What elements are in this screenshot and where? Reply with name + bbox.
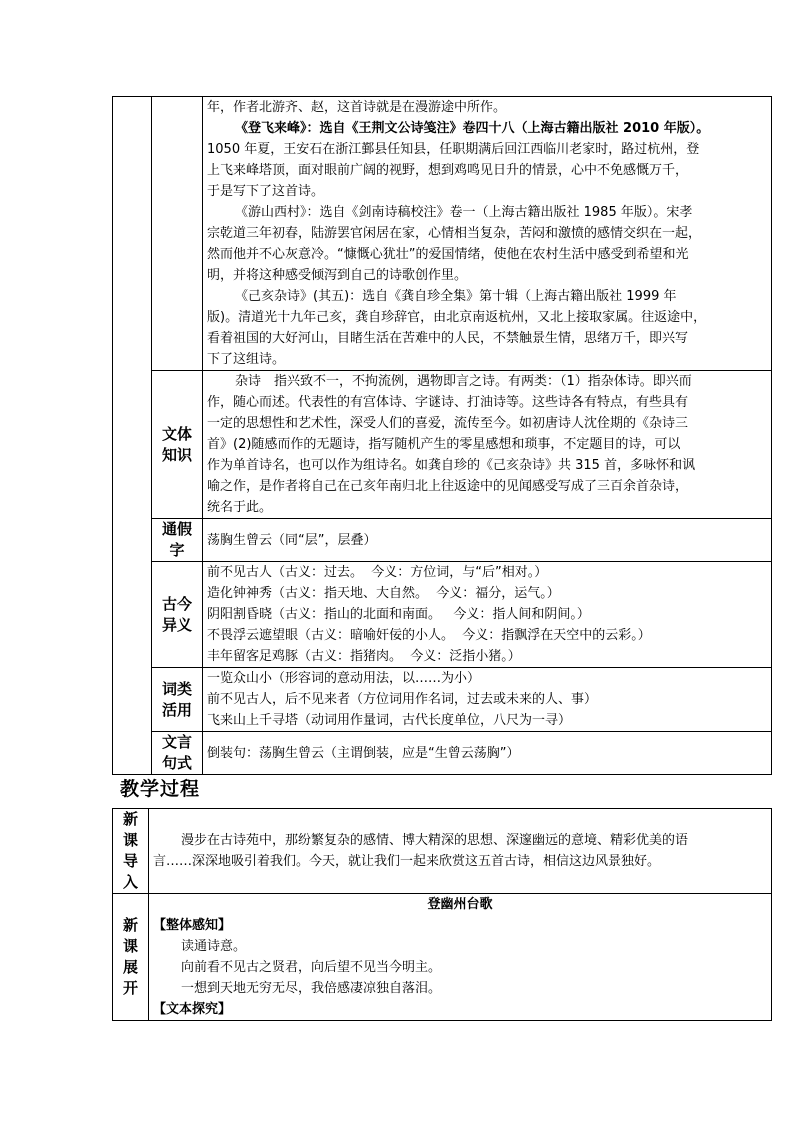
knowledge-table <box>112 96 772 775</box>
genre-line: 作为单首诗名，也可以作为组诗名。如龚自珍的《己亥杂诗》共 315 首，多咏怀和讽 <box>207 458 696 473</box>
source-line: 版)。清道光十九年己亥，龚自珍辞官，由北京南返杭州，又北上接取家属。往返途中， <box>207 310 707 325</box>
gujin-label: 古今 异义 <box>152 562 203 668</box>
blank-label-cell <box>152 97 203 371</box>
process-table <box>112 808 772 1021</box>
exploration-heading: 【文本探究】 <box>153 1002 232 1017</box>
source-line: 《己亥杂诗》(其五)：选自《龚自珍全集》第十辑（上海古籍出版社 1999 年 <box>235 289 677 304</box>
source-line: 于是写下了这首诗。 <box>207 184 325 199</box>
wenyan-label: 文言 句式 <box>152 732 203 775</box>
gujin-line: 阴阳割昏晓（古义：指山的北面和南面。 今义：指人间和阴间。） <box>207 607 590 622</box>
genre-line: 喻之作，是作者将自己在己亥年南归北上往返途中的见闻感受写成了三百余首杂诗， <box>207 479 689 494</box>
cilei-line: 前不见古人，后不见来者（方位词用作名词，过去或未来的人、事） <box>207 692 598 707</box>
gujin-line: 造化钟神秀（古义：指天地、大自然。 今义：福分，运气。） <box>207 586 560 601</box>
source-line: 下了这组诗。 <box>207 352 286 367</box>
source-line: 明，并将这种感受倾泻到自己的诗歌创作里。 <box>207 268 468 283</box>
cilei-label: 词类 活用 <box>152 668 203 732</box>
perception-heading: 【整体感知】 <box>153 918 232 933</box>
intro-cell <box>149 809 772 894</box>
source-line: 宗乾道三年初春，陆游罢官闲居在家，心情相当复杂，苦闷和激愤的感情交织在一起， <box>207 226 702 241</box>
blank-left-column <box>113 97 152 775</box>
tongjia-cell <box>203 519 772 562</box>
gujin-cell <box>203 562 772 668</box>
sources-cell <box>203 97 772 371</box>
source-line: 看着祖国的大好河山，目睹生活在苦难中的人民，不禁触景生情，思绪万千，即兴写 <box>207 331 689 346</box>
genre-line: 作，随心而述。代表性的有宫体诗、字谜诗、打油诗等。这些诗各有特点，有些具有 <box>207 395 689 410</box>
source-line: 上飞来峰塔顶，面对眼前广阔的视野，想到鸡鸣见日升的情景，心中不免感慨万千， <box>207 163 689 178</box>
section-title: 教学过程 <box>120 778 201 800</box>
expand-line: 向前看不见古之贤君，向后望不见当今明主。 <box>181 960 442 975</box>
source-line: 《游山西村》：选自《剑南诗稿校注》卷一（上海古籍出版社 1985 年版）。宋孝 <box>235 205 693 220</box>
gujin-line: 丰年留客足鸡豚（古义：指猪肉。 今义：泛指小猪。） <box>207 649 521 664</box>
intro-line: 漫步在古诗苑中，那纷繁复杂的感情、博大精深的思想、深邃幽远的意境、精彩优美的语 <box>181 833 689 848</box>
source-line: 《登飞来峰》：选自《王荆文公诗笺注》卷四十八（上海古籍出版社 2010 年版）。 <box>235 121 710 136</box>
genre-label: 文体 知识 <box>152 371 203 519</box>
expand-line: 一想到天地无穷无尽，我倍感凄凉独自落泪。 <box>181 981 442 996</box>
gujin-line: 不畏浮云遮望眼（古义：暗喻奸佞的小人。 今义：指飘浮在天空中的云彩。） <box>207 628 651 643</box>
source-line: 然而他并不心灰意冷。“慷慨心犹壮”的爱国情绪，使他在农村生活中感受到希望和光 <box>207 247 689 262</box>
expand-line: 读通诗意。 <box>181 939 247 954</box>
source-line: 1050 年夏，王安石在浙江鄞县任知县，任职期满后回江西临川老家时，路过杭州，登 <box>207 142 700 157</box>
cilei-line: 一览众山小（形容词的意动用法，以……为小） <box>207 671 481 686</box>
intro-line: 言……深深地吸引着我们。今天，就让我们一起来欣赏这五首古诗，相信这边风景独好。 <box>153 854 661 869</box>
genre-line: 首》(2)随感而作的无题诗，指写随机产生的零星感想和琐事，不定题目的诗，可以 <box>207 437 681 452</box>
genre-cell <box>203 371 772 519</box>
genre-line: 杂诗 指兴致不一，不拘流例，遇物即言之诗。有两类：（1）指杂体诗。即兴而 <box>235 374 692 389</box>
expand-cell <box>149 894 772 1021</box>
cilei-cell <box>203 668 772 732</box>
cilei-line: 飞来山上千寻塔（动词用作量词，古代长度单位，八尺为一寻） <box>207 713 572 728</box>
wenyan-cell <box>203 732 772 775</box>
intro-label: 新 课 导 入 <box>113 809 149 894</box>
tongjia-text: 荡胸生曾云（同“层”，层叠） <box>207 532 377 548</box>
tongjia-label: 通假 字 <box>152 519 203 562</box>
source-line: 年，作者北游齐、赵，这首诗就是在漫游途中所作。 <box>207 100 507 115</box>
wenyan-text: 倒装句：荡胸生曾云（主谓倒装，应是“生曾云荡胸”） <box>207 745 520 761</box>
poem-title: 登幽州台歌 <box>427 897 493 912</box>
expand-label: 新 课 展 开 <box>113 894 149 1021</box>
gujin-line: 前不见古人（古义：过去。 今义：方位词，与“后”相对。） <box>207 565 548 580</box>
genre-line: 一定的思想性和艺术性，深受人们的喜爱，流传至今。如初唐诗人沈佺期的《杂诗三 <box>207 416 689 431</box>
genre-line: 统名于此。 <box>207 500 273 515</box>
